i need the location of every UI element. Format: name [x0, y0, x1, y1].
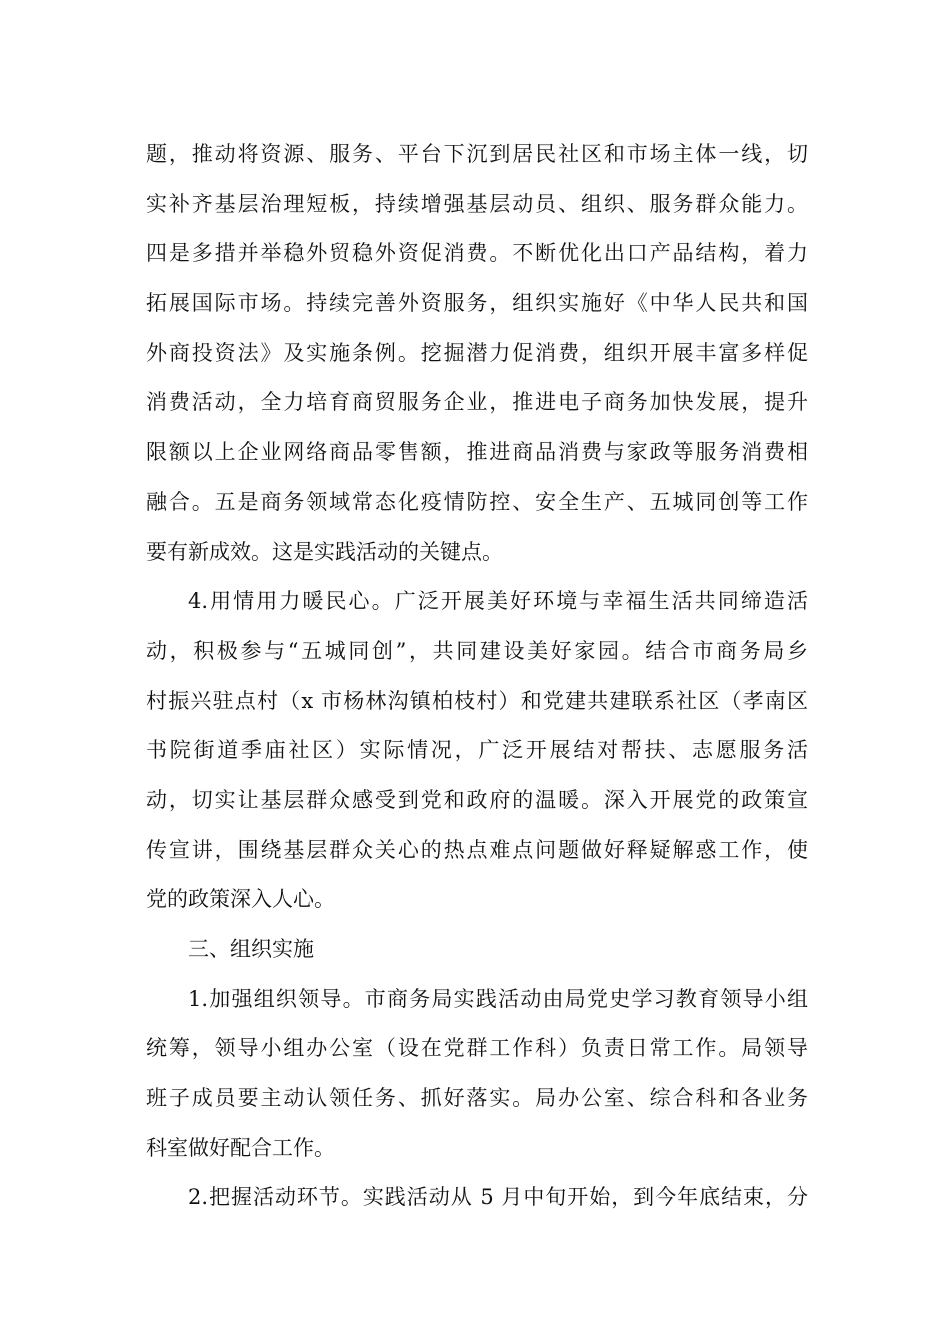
document-body	[146, 130, 808, 1223]
text-line: 消费活动，全力培育商贸服务企业，推进电子商务加快发展，提升	[146, 390, 808, 415]
text-line: 科室做好配合工作。	[146, 1135, 335, 1160]
text-line: 动，切实让基层群众感受到党和政府的温暖。深入开展党的政策宣	[146, 787, 808, 812]
text-line: 班子成员要主动认领任务、抓好落实。局办公室、综合科和各业务	[146, 1086, 808, 1111]
text-line: 三、组织实施	[188, 937, 314, 961]
text-line: 实补齐基层治理短板，持续增强基层动员、组织、服务群众能力。	[146, 191, 808, 216]
text-line: 外商投资法》及实施条例。挖掘潜力促消费，组织开展丰富多样促	[146, 340, 808, 365]
text-line: 题，推动将资源、服务、平台下沉到居民社区和市场主体一线，切	[146, 142, 808, 166]
text-line: 4.用情用力暖民心。广泛开展美好环境与幸福生活共同缔造活	[188, 589, 808, 614]
text-line: 限额以上企业网络商品零售额，推进商品消费与家政等服务消费相	[146, 440, 808, 465]
text-line: 拓展国际市场。持续完善外资服务，组织实施好《中华人民共和国	[146, 291, 808, 316]
text-line: 统筹，领导小组办公室（设在党群工作科）负责日常工作。局领导	[146, 1036, 808, 1061]
text-line: 传宣讲，围绕基层群众关心的热点难点问题做好释疑解惑工作，使	[146, 837, 808, 862]
text-line: 融合。五是商务领域常态化疫情防控、安全生产、五城同创等工作	[146, 489, 808, 514]
text-line: 党的政策深入人心。	[146, 887, 335, 912]
text-line: 书院街道季庙社区）实际情况，广泛开展结对帮扶、志愿服务活	[146, 738, 808, 763]
text-line: 动，积极参与“五城同创”，共同建设美好家园。结合市商务局乡	[146, 638, 808, 663]
text-line: 村振兴驻点村（x 市杨林沟镇柏枝村）和党建共建联系社区（孝南区	[146, 688, 808, 713]
text-line: 要有新成效。这是实践活动的关键点。	[146, 539, 503, 564]
text-line: 1.加强组织领导。市商务局实践活动由局党史学习教育领导小组	[188, 986, 808, 1011]
text-line: 四是多措并举稳外贸稳外资促消费。不断优化出口产品结构，着力	[146, 241, 808, 266]
text-line: 2.把握活动环节。实践活动从 5 月中旬开始，到今年底结束，分	[188, 1185, 808, 1210]
